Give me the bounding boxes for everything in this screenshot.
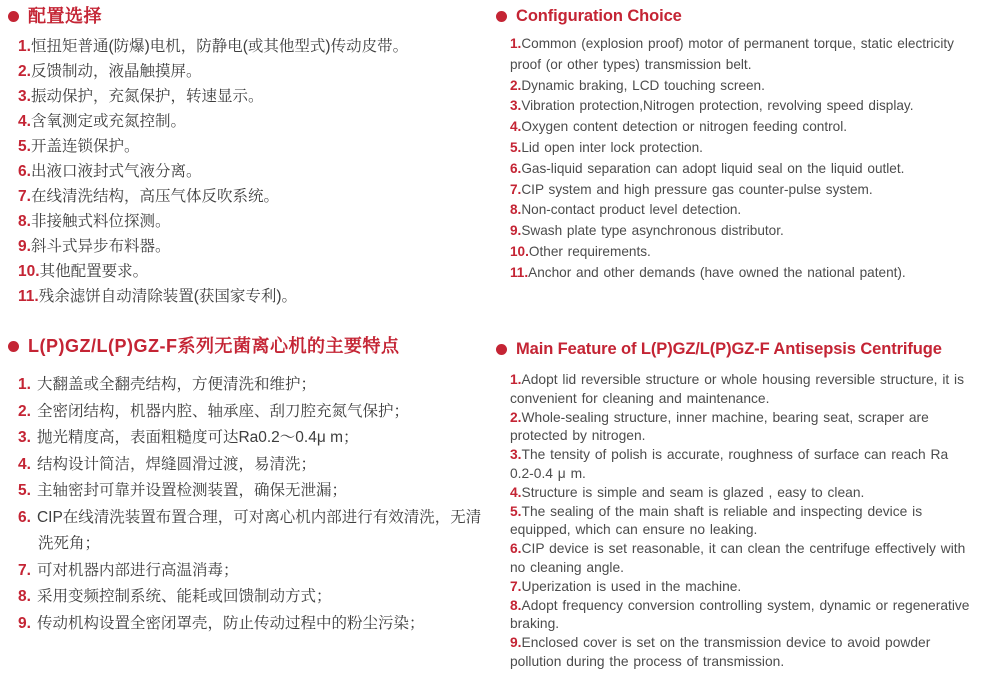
list-item (496, 371, 972, 409)
section-title: Main Feature of L(P)GZ/L(P)GZ-F Antisepsis Centrifuge (516, 340, 942, 358)
list-item (8, 134, 478, 159)
list-item (496, 180, 974, 201)
list-item (496, 540, 972, 578)
list-item (8, 452, 482, 479)
item-number: 2. (18, 402, 31, 420)
item-text: Adopt frequency conversion controlling system, dynamic or regenerative braking. (510, 597, 970, 632)
item-number: 3. (510, 98, 522, 114)
item-number: 3. (18, 429, 31, 446)
section-configuration-en (496, 6, 974, 284)
item-text: Oxygen content detection or nitrogen feeding control. (521, 119, 848, 135)
item-number: 9. (510, 223, 522, 239)
item-number: 9. (18, 238, 31, 255)
list-item (8, 184, 478, 209)
item-number: 6. (510, 160, 522, 176)
item-number: 7. (18, 561, 31, 579)
item-number: 4. (510, 484, 522, 500)
item-number: 2. (18, 63, 31, 80)
list-item (496, 409, 972, 447)
section-header (8, 336, 482, 357)
list-item (496, 159, 974, 180)
list-item (496, 263, 974, 284)
item-text: The tensity of polish is accurate, roughness of surface can reach Ra 0.2-0.4 μ m. (510, 447, 949, 481)
list-item (496, 221, 974, 242)
item-number: 8. (510, 202, 522, 218)
item-text: Lid open inter lock protection. (521, 139, 703, 155)
list-item (496, 634, 972, 672)
list-item (496, 578, 972, 597)
item-number: 3. (18, 88, 31, 105)
item-text: Non-contact product level detection. (521, 202, 742, 218)
item-number: 5. (18, 482, 31, 499)
item-text: 全密闭结构，机器内腔、轴承座、刮刀腔充氮气保护； (36, 402, 409, 420)
main-features-en-list (496, 371, 972, 672)
section-header (496, 339, 972, 360)
item-number: 7. (510, 181, 522, 197)
item-number: 4. (510, 119, 522, 135)
item-number: 8. (18, 588, 31, 605)
item-text: CIP在线清洗装置布置合理，可对离心机内部进行有效清洗，无清洗死角； (36, 508, 482, 552)
list-item (8, 209, 478, 234)
item-number: 5. (510, 503, 522, 519)
item-number: 5. (18, 138, 31, 155)
item-number: 1. (18, 376, 31, 393)
section-main-features-en (496, 339, 972, 672)
item-text: 含氧测定或充氮控制。 (30, 113, 186, 130)
item-number: 10. (510, 243, 529, 259)
list-item (8, 611, 482, 638)
list-item (496, 503, 972, 541)
list-item (8, 505, 482, 558)
item-number: 7. (18, 188, 31, 205)
item-text: Gas-liquid separation can adopt liquid seal on the liquid outlet. (521, 160, 905, 176)
item-text: Other requirements. (528, 243, 651, 259)
list-item (8, 425, 482, 452)
item-number: 4. (18, 455, 31, 473)
item-number: 1. (510, 372, 522, 387)
item-number: 5. (510, 139, 522, 155)
list-item (496, 34, 974, 76)
item-text: 传动机构设置全密闭罩壳，防止传动过程中的粉尘污染； (36, 614, 425, 632)
item-number: 7. (510, 578, 522, 594)
section-title: 配置选择 (28, 6, 102, 26)
item-text: 开盖连锁保护。 (30, 138, 140, 155)
item-text: 恒扭矩普通(防爆)电机，防静电(或其他型式)传动皮带。 (30, 38, 409, 55)
item-number: 8. (18, 213, 31, 230)
item-number: 8. (510, 597, 522, 613)
section-title: L(P)GZ/L(P)GZ-F系列无菌离心机的主要特点 (28, 336, 400, 356)
list-item (8, 259, 478, 284)
list-item (8, 109, 478, 134)
list-item (8, 558, 482, 585)
item-text: Vibration protection,Nitrogen protection, revolving speed display. (521, 98, 914, 114)
item-text: Common (explosion proof) motor of permanent torque, static electricity proof (or other types) transmission belt. (510, 36, 954, 72)
item-text: Uperization is used in the machine. (521, 578, 742, 594)
main-features-cn-list (8, 372, 482, 637)
section-bullet-icon (496, 344, 507, 355)
item-text: Whole-sealing structure, inner machine, bearing seat, scraper are protected by nitrogen. (510, 409, 929, 444)
list-item (8, 34, 478, 59)
item-text: 在线清洗结构，高压气体反吹系统。 (30, 188, 279, 205)
list-item (8, 584, 482, 611)
list-item (496, 117, 974, 138)
item-number: 1. (18, 38, 31, 55)
item-text: 可对机器内部进行高温消毒； (36, 561, 239, 579)
item-text: 出液口液封式气液分离。 (30, 163, 202, 180)
list-item (496, 242, 974, 263)
list-item (496, 200, 974, 221)
section-bullet-icon (496, 11, 507, 22)
list-item (8, 478, 482, 505)
item-number: 9. (18, 614, 31, 632)
item-number: 6. (18, 163, 31, 180)
item-text: 抛光精度高，表面粗糙度可达Ra0.2～0.4μ m； (36, 429, 359, 446)
section-bullet-icon (8, 11, 19, 22)
item-text: Enclosed cover is set on the transmission device to avoid powder pollution during the process of transmission. (510, 635, 931, 669)
item-number: 4. (18, 113, 31, 130)
list-item (496, 446, 972, 484)
item-number: 6. (510, 541, 522, 557)
list-item (8, 399, 482, 426)
item-text: Swash plate type asynchronous distributor. (521, 223, 784, 239)
item-number: 2. (510, 409, 522, 425)
item-text: Structure is simple and seam is glazed , easy to clean. (521, 484, 865, 500)
item-text: 振动保护，充氮保护，转速显示。 (30, 88, 264, 105)
item-text: Dynamic braking, LCD touching screen. (521, 77, 765, 93)
item-text: Adopt lid reversible structure or whole housing reversible structure, it is convenient for cleaning and maintenance. (510, 372, 965, 406)
item-number: 10. (18, 263, 40, 280)
item-text: 主轴密封可靠并设置检测装置，确保无泄漏； (36, 482, 347, 499)
item-text: 采用变频控制系统、能耗或回馈制动方式； (36, 588, 332, 605)
list-item (496, 96, 974, 117)
item-text: The sealing of the main shaft is reliable and inspecting device is equipped, which can ensure no leaking. (510, 503, 923, 538)
item-text: CIP device is set reasonable, it can clean the centrifuge effectively with no cleaning angle. (510, 541, 966, 575)
list-item (8, 372, 482, 399)
list-item (8, 84, 478, 109)
list-item (496, 76, 974, 97)
list-item (496, 597, 972, 635)
list-item (496, 484, 972, 503)
item-text: CIP system and high pressure gas counter-pulse system. (521, 181, 873, 197)
configuration-en-list (496, 34, 974, 284)
section-title: Configuration Choice (516, 7, 682, 25)
section-header (496, 6, 974, 27)
item-number: 11. (510, 264, 529, 280)
item-number: 1. (510, 36, 522, 51)
item-text: 结构设计简洁，焊缝圆滑过渡，易清洗； (36, 455, 316, 473)
item-text: 斜斗式异步布料器。 (30, 238, 171, 255)
item-text: 反馈制动，液晶触摸屏。 (30, 63, 202, 80)
list-item (8, 59, 478, 84)
item-text: 非接触式料位探测。 (30, 213, 171, 230)
configuration-cn-list (8, 34, 478, 309)
item-text: 大翻盖或全翻壳结构，方便清洗和维护； (36, 376, 316, 393)
item-number: 2. (510, 77, 522, 93)
item-text: Anchor and other demands (have owned the national patent). (528, 264, 906, 280)
section-header (8, 6, 478, 27)
item-text: 其他配置要求。 (39, 263, 149, 280)
list-item (8, 159, 478, 184)
item-text: 残余滤饼自动清除装置(获国家专利)。 (38, 288, 298, 305)
section-main-features-cn (8, 336, 482, 637)
section-bullet-icon (8, 341, 19, 352)
list-item (8, 234, 478, 259)
item-number: 6. (18, 508, 31, 526)
item-number: 11. (18, 288, 39, 305)
list-item (8, 284, 478, 309)
item-number: 9. (510, 635, 522, 651)
item-number: 3. (510, 447, 522, 463)
section-configuration-cn (8, 6, 478, 309)
list-item (496, 138, 974, 159)
